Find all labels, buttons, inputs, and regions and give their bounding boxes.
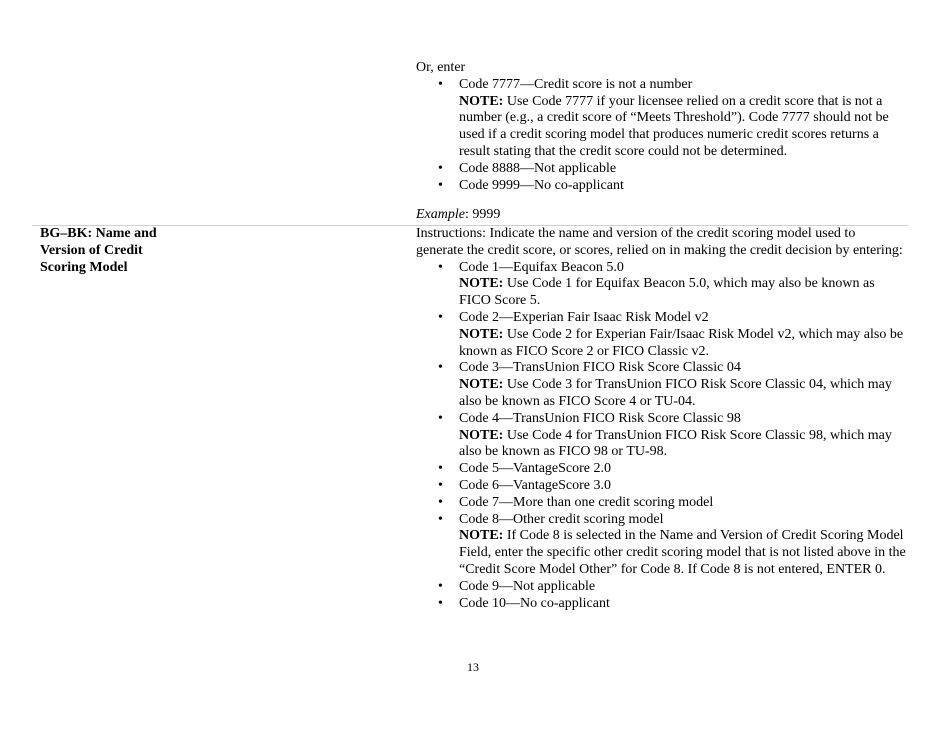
field-label: BG–BK: Name and Version of Credit Scoring Model: [40, 226, 157, 275]
list-item: [416, 360, 906, 410]
note: [459, 327, 906, 361]
code-list: [416, 77, 906, 195]
note-label: NOTE:: [459, 326, 504, 342]
code-text: Code 7—More than one credit scoring model: [459, 494, 714, 510]
bullet-icon: •: [438, 410, 443, 426]
note-label: NOTE:: [459, 377, 504, 393]
bullet-icon: •: [438, 494, 443, 510]
example-value: : 9999: [464, 207, 501, 223]
code-text: Code 1—Equifax Beacon 5.0: [459, 259, 624, 275]
list-item: [416, 77, 906, 161]
list-item: [416, 310, 906, 360]
bullet-icon: •: [438, 595, 443, 611]
note-text: Use Code 7777 if your licensee relied on a credit score that is not a number (e.g., a credit score of “Meets Threshold”). Code 7777 should not be used if a credit scoring model that produces numeric credit scores returns a result stating that the credit score could not be determined.: [459, 93, 889, 159]
field-description: [416, 226, 906, 612]
code-text: Code 3—TransUnion FICO Risk Score Classic 04: [459, 360, 741, 376]
code-text: Code 7777—Credit score is not a number: [459, 76, 693, 92]
code-text: Code 2—Experian Fair Isaac Risk Model v2: [459, 309, 709, 325]
prior-field-continuation: [416, 60, 906, 224]
note-text: Use Code 4 for TransUnion FICO Risk Score Classic 98, which may also be known as FICO 98 or TU-98.: [459, 427, 892, 460]
note-text: Use Code 2 for Experian Fair/Isaac Risk Model v2, which may also be known as FICO Score 2 or FICO Classic v2.: [459, 326, 904, 359]
note: [459, 528, 906, 578]
bullet-icon: •: [438, 578, 443, 594]
list-item: [416, 596, 906, 613]
code-text: Code 8—Other credit scoring model: [459, 511, 664, 527]
code-text: Code 10—No co-applicant: [459, 595, 610, 611]
bullet-icon: •: [438, 461, 443, 477]
example-label: Example: [416, 207, 465, 223]
code-list: [416, 260, 906, 613]
list-item: [416, 260, 906, 310]
example-line: [416, 207, 906, 224]
list-item: [416, 495, 906, 512]
code-text: Code 4—TransUnion FICO Risk Score Classic 98: [459, 410, 741, 426]
bullet-icon: •: [438, 477, 443, 493]
code-text: Code 9999—No co-applicant: [459, 177, 624, 193]
note: [459, 276, 906, 310]
list-item: [416, 579, 906, 596]
list-item: [416, 161, 906, 178]
bullet-icon: •: [438, 76, 443, 92]
intro-text: Or, enter: [416, 60, 466, 75]
instructions-text: Instructions: Indicate the name and version of the credit scoring model used to generate the credit score, or scores, relied on in making the credit decision by entering:: [416, 226, 903, 258]
list-item: [416, 512, 906, 579]
note-text: Use Code 1 for Equifax Beacon 5.0, which may also be known as FICO Score 5.: [459, 276, 875, 309]
bullet-icon: •: [438, 177, 443, 193]
list-item: [416, 461, 906, 478]
note-label: NOTE:: [459, 93, 504, 109]
bullet-icon: •: [438, 360, 443, 376]
bullet-icon: •: [438, 309, 443, 325]
note-label: NOTE:: [459, 427, 504, 443]
list-item: [416, 178, 906, 195]
list-item: [416, 411, 906, 461]
note: [459, 94, 906, 161]
bullet-icon: •: [438, 511, 443, 527]
note-label: NOTE:: [459, 276, 504, 292]
note-text: If Code 8 is selected in the Name and Version of Credit Scoring Model Field, enter the specific other credit scoring model that is not listed above in the “Credit Score Model Other” for Code 8. If Code 8 is not entered, ENTER 0.: [459, 528, 906, 577]
note-text: Use Code 3 for TransUnion FICO Risk Score Classic 04, which may also be known as FICO Score 4 or TU-04.: [459, 377, 892, 409]
code-text: Code 8888—Not applicable: [459, 160, 617, 176]
list-item: [416, 478, 906, 495]
note: [459, 428, 906, 462]
code-text: Code 9—Not applicable: [459, 578, 596, 594]
note-label: NOTE:: [459, 528, 504, 544]
page-number: 13: [467, 660, 479, 674]
code-text: Code 5—VantageScore 2.0: [459, 461, 612, 477]
bullet-icon: •: [438, 160, 443, 176]
note: [459, 377, 906, 411]
code-text: Code 6—VantageScore 3.0: [459, 477, 612, 493]
bullet-icon: •: [438, 259, 443, 275]
